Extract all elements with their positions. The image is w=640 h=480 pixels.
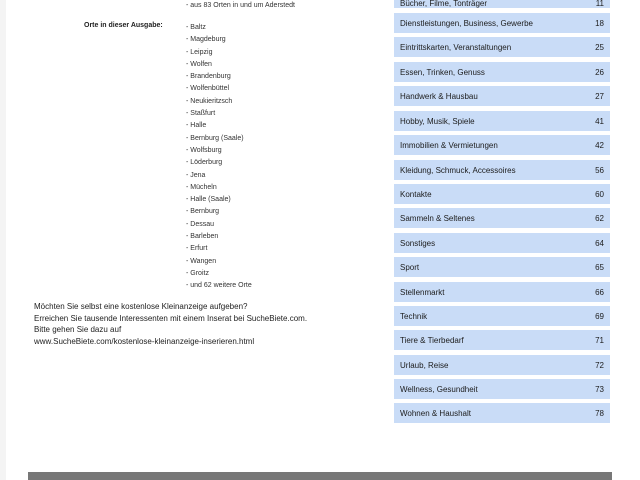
category-row[interactable]: [394, 257, 610, 277]
category-count: 56: [595, 165, 604, 175]
category-row[interactable]: [394, 13, 610, 33]
category-row[interactable]: [394, 0, 610, 8]
town-item: - und 62 weitere Orte: [186, 282, 252, 290]
category-name: Stellenmarkt: [400, 287, 445, 297]
town-item: - Wangen: [186, 257, 217, 265]
category-name: Kleidung, Schmuck, Accessoires: [400, 165, 516, 175]
category-name: Dienstleistungen, Business, Gewerbe: [400, 18, 533, 28]
category-name: Handwerk & Hausbau: [400, 91, 478, 101]
category-row[interactable]: [394, 355, 610, 375]
category-name: Essen, Trinken, Genuss: [400, 67, 485, 77]
category-name: Sport: [400, 262, 420, 272]
category-count: 69: [595, 311, 604, 321]
promo-line: Erreichen Sie tausende Interessenten mit einem Inserat bei SucheBiete.com.: [34, 313, 308, 323]
category-count: 18: [595, 18, 604, 28]
town-item: - Groitz: [186, 269, 209, 277]
category-name: Hobby, Musik, Spiele: [400, 116, 475, 126]
category-count: 11: [595, 0, 604, 8]
category-count: 73: [595, 384, 604, 394]
category-count: 25: [595, 42, 604, 52]
town-item: - Bernburg: [186, 208, 220, 216]
category-row[interactable]: [394, 379, 610, 399]
category-name: Eintrittskarten, Veranstaltungen: [400, 42, 512, 52]
town-item: - Baltz: [186, 24, 206, 31]
promo-link[interactable]: www.SucheBiete.com/kostenlose-kleinanzeige-inserieren.html: [34, 336, 255, 346]
category-count: 42: [595, 140, 604, 150]
category-row[interactable]: [394, 86, 610, 106]
category-row[interactable]: [394, 208, 610, 228]
town-item: - Löderburg: [186, 159, 223, 167]
town-item: - Brandenburg: [186, 73, 231, 81]
town-item: - Barleben: [186, 233, 219, 241]
category-count: 62: [595, 213, 604, 223]
category-count: 72: [595, 360, 604, 370]
category-count: 78: [595, 408, 604, 418]
category-name: Technik: [400, 311, 428, 321]
bottom-bar: [28, 472, 612, 480]
town-item: - Wolfen: [186, 60, 212, 68]
category-row[interactable]: [394, 62, 610, 82]
promo-line: Möchten Sie selbst eine kostenlose Kleinanzeige aufgeben?: [34, 302, 248, 311]
category-count: 60: [595, 189, 604, 199]
category-name: Wohnen & Haushalt: [400, 408, 472, 418]
town-item: - Mücheln: [186, 183, 217, 191]
category-count: 65: [595, 262, 604, 272]
category-row[interactable]: [394, 330, 610, 350]
town-item: - Bernburg (Saale): [186, 134, 244, 142]
category-name: Bücher, Filme, Tonträger: [400, 0, 488, 8]
category-row[interactable]: [394, 135, 610, 155]
intro-line: - aus 83 Orten in und um Aderstedt: [186, 2, 295, 9]
town-item: - Magdeburg: [186, 36, 226, 44]
town-item: - Erfurt: [186, 245, 208, 253]
category-row[interactable]: [394, 282, 610, 302]
category-row[interactable]: [394, 403, 610, 423]
orte-label: Orte in dieser Ausgabe:: [84, 22, 163, 29]
category-row[interactable]: [394, 160, 610, 180]
category-row[interactable]: [394, 37, 610, 57]
town-list: [186, 22, 252, 293]
category-count: 66: [595, 287, 604, 297]
category-name: Sonstiges: [400, 238, 436, 248]
town-item: - Jena: [186, 171, 206, 179]
promo-text: [34, 301, 374, 347]
category-row[interactable]: [394, 306, 610, 326]
town-item: - Leipzig: [186, 48, 213, 56]
category-name: Immobilien & Vermietungen: [400, 140, 498, 150]
category-name: Wellness, Gesundheit: [400, 384, 478, 394]
town-item: - Halle (Saale): [186, 196, 231, 204]
page-edge: [0, 0, 6, 480]
category-count: 71: [595, 335, 604, 345]
category-name: Kontakte: [400, 189, 432, 199]
category-count: 64: [595, 238, 604, 248]
category-count: 27: [595, 91, 604, 101]
category-row[interactable]: [394, 233, 610, 253]
town-item: - Wolfenbüttel: [186, 85, 230, 93]
town-item: - Wolfsburg: [186, 146, 222, 154]
category-name: Sammeln & Seltenes: [400, 213, 475, 223]
category-row[interactable]: [394, 111, 610, 131]
category-count: 41: [595, 116, 604, 126]
category-name: Urlaub, Reise: [400, 360, 449, 370]
category-row[interactable]: [394, 184, 610, 204]
town-item: - Neukieritzsch: [186, 97, 233, 105]
category-count: 26: [595, 67, 604, 77]
town-item: - Dessau: [186, 220, 215, 228]
promo-line: Bitte gehen Sie dazu auf: [34, 325, 122, 334]
category-name: Tiere & Tierbedarf: [400, 335, 464, 345]
town-item: - Halle: [186, 122, 207, 130]
town-item: - Staßfurt: [186, 110, 216, 118]
